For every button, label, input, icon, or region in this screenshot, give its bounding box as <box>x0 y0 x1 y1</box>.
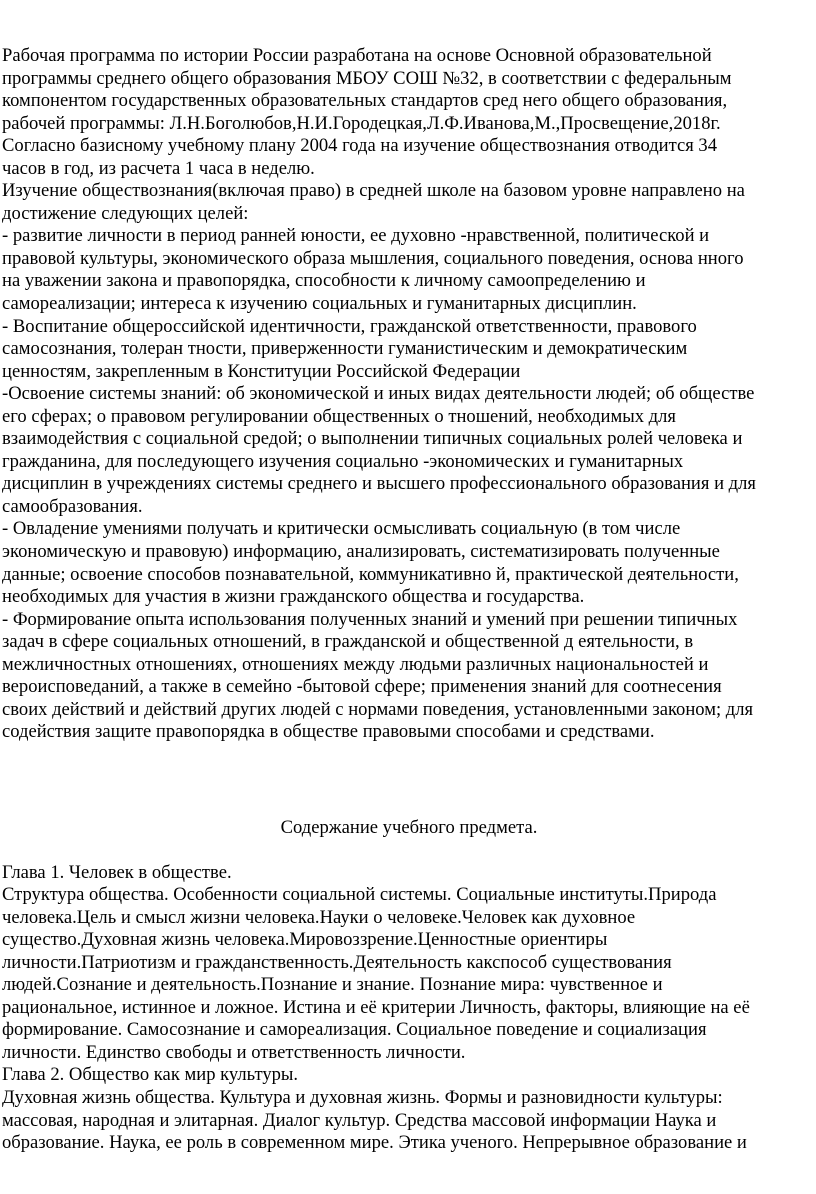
content-line: массовая, народная и элитарная. Диалог культур. Средства массовой информации Наука и <box>2 1109 717 1131</box>
spacer <box>2 840 816 862</box>
intro-line: - Овладение умениями получать и критически осмысливать социальную (в том числе <box>2 518 681 540</box>
intro-line: ценностям, закрепленным в Конституции Российской Федерации <box>2 360 521 382</box>
intro-line: его сферах; о правовом регулировании общественных о тношений, необходимых для <box>2 405 676 427</box>
intro-line: Изучение обществознания(включая право) в средней школе на базовом уровне направлено на <box>2 180 745 202</box>
intro-line: компонентом государственных образовательных стандартов сред него общего образования, <box>2 90 728 112</box>
intro-line: на уважении закона и правопорядка, способности к личному самоопределению и <box>2 270 646 292</box>
content-line: Глава 1. Человек в обществе. <box>2 861 232 883</box>
content-section <box>2 862 816 1155</box>
content-line: Глава 2. Общество как мир культуры. <box>2 1064 299 1086</box>
intro-line: необходимых для участия в жизни гражданского общества и государства. <box>2 586 585 608</box>
intro-line: самореализации; интереса к изучению социальных и гуманитарных дисциплин. <box>2 293 637 315</box>
intro-line: задач в сфере социальных отношений, в гражданской и общественной д еятельности, в <box>2 631 694 653</box>
content-line: Духовная жизнь общества. Культура и духовная жизнь. Формы и разновидности культуры: <box>2 1086 723 1108</box>
intro-line: вероисповеданий, а также в семейно -бытовой сфере; применения знаний для соотнесения <box>2 676 722 698</box>
document-page <box>0 45 816 1155</box>
content-line: рациональное, истинное и ложное. Истина и её критерии Личность, факторы, влияющие на её <box>2 996 750 1018</box>
intro-line: самосознания, толеран тности, приверженности гуманистическим и демократическим <box>2 338 688 360</box>
intro-line: гражданина, для последующего изучения социально -экономических и гуманитарных <box>2 450 684 472</box>
intro-line: правовой культуры, экономического образа мышления, социального поведения, основа нного <box>2 247 744 269</box>
content-line: образование. Наука, ее роль в современном мире. Этика ученого. Непрерывное образование и <box>2 1132 747 1154</box>
intro-section <box>2 45 816 744</box>
intro-line: рабочей программы: Л.Н.Боголюбов,Н.И.Городецкая,Л.Ф.Иванова,М.,Просвещение,2018г. <box>2 112 721 134</box>
intro-line: программы среднего общего образования МБОУ СОШ №32, в соответствии с федеральным <box>2 67 732 89</box>
intro-line: Рабочая программа по истории России разработана на основе Основной образовательной <box>2 45 712 66</box>
intro-line: взаимодействия с социальной средой; о выполнении типичных социальных ролей человека и <box>2 428 743 450</box>
intro-line: часов в год, из расчета 1 часа в неделю. <box>2 157 315 179</box>
content-line: личности. Единство свободы и ответственность личности. <box>2 1041 466 1063</box>
intro-line: дисциплин в учреждениях системы среднего и высшего профессионального образования и для <box>2 473 756 495</box>
content-line: существо.Духовная жизнь человека.Мировоззрение.Ценностные ориентиры <box>2 929 608 951</box>
content-line: личности.Патриотизм и гражданственность.Деятельность какспособ существования <box>2 951 672 973</box>
intro-line: своих действий и действий других людей с нормами поведения, установленными законом; для <box>2 698 754 720</box>
intro-line: достижение следующих целей: <box>2 202 249 224</box>
intro-line: Согласно базисному учебному плану 2004 года на изучение обществознания отводится 34 <box>2 135 718 157</box>
intro-line: -Освоение системы знаний: об экономической и иных видах деятельности людей; об обществе <box>2 383 755 405</box>
intro-line: данные; освоение способов познавательной, коммуникативно й, практической деятельности, <box>2 563 739 585</box>
content-line: людей.Сознание и деятельность.Познание и знание. Познание мира: чувственное и <box>2 974 663 996</box>
section-heading: Содержание учебного предмета. <box>280 816 538 838</box>
content-line: Структура общества. Особенности социальной системы. Социальные институты.Природа <box>2 884 717 906</box>
intro-line: - Воспитание общероссийской идентичности, гражданской ответственности, правового <box>2 315 697 337</box>
content-line: формирование. Самосознание и самореализация. Социальное поведение и социализация <box>2 1019 707 1041</box>
intro-line: самообразования. <box>2 495 143 517</box>
content-line: человека.Цель и смысл жизни человека.Науки о человеке.Человек как духовное <box>2 906 636 928</box>
intro-line: экономическую и правовую) информацию, анализировать, систематизировать полученные <box>2 541 720 563</box>
intro-line: межличностных отношениях, отношениях между людьми различных национальностей и <box>2 653 709 675</box>
intro-line: - Формирование опыта использования полученных знаний и умений при решении типичных <box>2 608 738 630</box>
spacer <box>2 744 816 817</box>
intro-line: - развитие личности в период ранней юности, ее духовно -нравственной, политической и <box>2 225 710 247</box>
intro-line: содействия защите правопорядка в обществе правовыми способами и средствами. <box>2 721 655 743</box>
